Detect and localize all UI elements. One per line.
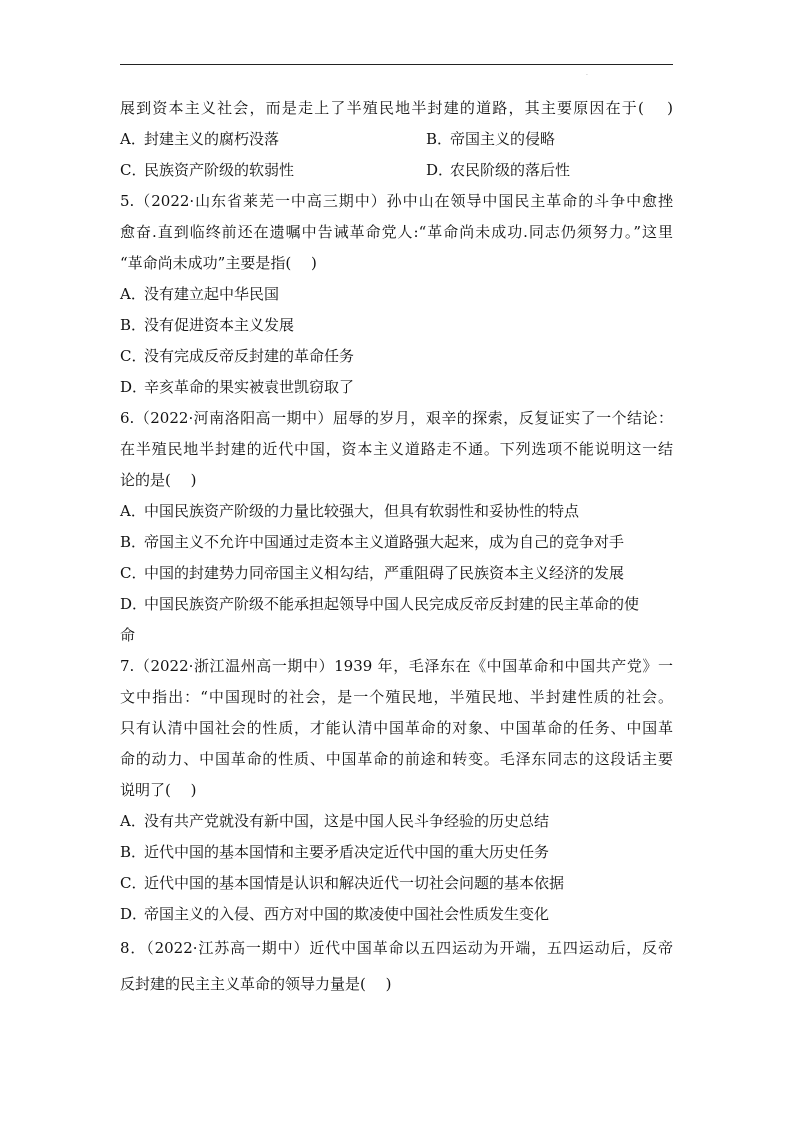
option-a: [120, 496, 673, 527]
option-letter: B．: [120, 533, 147, 551]
option-text: 民族资产阶级的软弱性: [144, 161, 295, 179]
option-b: [120, 310, 673, 341]
option-letter: D．: [120, 378, 148, 396]
option-text: 近代中国的基本国情和主要矛盾决定近代中国的重大历史任务: [144, 843, 550, 861]
option-letter: C．: [120, 564, 147, 582]
option-d: [120, 899, 673, 930]
option-b: [120, 527, 673, 558]
option-c: [120, 155, 426, 186]
option-d: [120, 372, 673, 403]
question-5-stem-line: 愈奋.直到临终前还在遗嘱中告诫革命党人:“革命尚未成功.同志仍须努力。”这里: [120, 223, 673, 241]
option-text: 中国的封建势力同帝国主义相勾结，严重阻碍了民族资本主义经济的发展: [144, 564, 625, 582]
option-text: 帝国主义的侵略: [450, 130, 556, 148]
option-text: 帝国主义的入侵、西方对中国的欺凌使中国社会性质发生变化: [144, 905, 550, 923]
header-rule: [120, 64, 673, 65]
question-6-stem-line: 6.（2022·河南洛阳高一期中）屈辱的岁月，艰辛的探索，反复证实了一个结论：: [120, 409, 673, 427]
option-text: 中国民族资产阶级不能承担起领导中国人民完成反帝反封建的民主革命的使: [144, 595, 640, 613]
option-a: [120, 806, 673, 837]
option-letter: C．: [120, 874, 147, 892]
question-4-options-row-1: [120, 124, 673, 155]
option-text: 辛亥革命的果实被袁世凯窃取了: [144, 378, 355, 396]
question-7-stem-line: 文中指出：“中国现时的社会，是一个殖民地，半殖民地、半封建性质的社会。: [120, 688, 673, 706]
option-letter: B．: [426, 130, 453, 148]
option-text: 封建主义的腐朽没落: [144, 130, 280, 148]
option-b: [426, 124, 555, 155]
document-body: [120, 93, 673, 1002]
option-text: 帝国主义不允许中国通过走资本主义道路强大起来，成为自己的竞争对手: [144, 533, 625, 551]
option-text: 农民阶级的落后性: [450, 161, 571, 179]
option-letter: A．: [120, 502, 146, 520]
question-7-stem-line: 只有认清中国社会的性质，才能认清中国革命的对象、中国革命的任务、中国革: [120, 719, 673, 737]
option-letter: C．: [120, 347, 147, 365]
question-8-stem-line: 8．（2022·江苏高一期中）近代中国革命以五四运动为开端，五四运动后，反帝: [120, 939, 673, 957]
question-7-stem-line: 说明了( ): [120, 781, 197, 799]
header-dot: .: [586, 70, 588, 77]
question-4-options-row-2: [120, 155, 673, 186]
option-text: 没有共产党就没有新中国，这是中国人民斗争经验的历史总结: [144, 812, 550, 830]
option-letter: C．: [120, 161, 147, 179]
option-letter: A．: [120, 812, 146, 830]
question-4-stem-tail: 展到资本主义社会，而是走上了半殖民地半封建的道路，其主要原因在于( ): [120, 99, 673, 117]
option-text: 没有完成反帝反封建的革命任务: [144, 347, 355, 365]
option-text: 中国民族资产阶级的力量比较强大，但具有软弱性和妥协性的特点: [144, 502, 580, 520]
option-letter: A．: [120, 130, 146, 148]
option-c: [120, 558, 673, 589]
option-a: [120, 124, 426, 155]
option-a: [120, 279, 673, 310]
question-8-stem-line: 反封建的民主主义革命的领导力量是( ): [120, 975, 392, 993]
question-5-stem-line: “革命尚未成功”主要是指( ): [120, 254, 317, 272]
option-text: 没有促进资本主义发展: [144, 316, 295, 334]
option-letter: B．: [120, 316, 147, 334]
question-7-stem-line: 命的动力、中国革命的性质、中国革命的前途和转变。毛泽东同志的这段话主要: [120, 750, 673, 768]
question-5-stem-line: 5.（2022·山东省莱芜一中高三期中）孙中山在领导中国民主革命的斗争中愈挫: [120, 192, 673, 210]
option-d: [120, 589, 673, 620]
option-text: 没有建立起中华民国: [144, 285, 280, 303]
option-d-continuation: 命: [120, 626, 136, 644]
option-b: [120, 837, 673, 868]
question-6-stem-line: 在半殖民地半封建的近代中国，资本主义道路走不通。下列选项不能说明这一结: [120, 440, 673, 458]
option-letter: D．: [120, 595, 148, 613]
option-text: 近代中国的基本国情是认识和解决近代一切社会问题的基本依据: [144, 874, 565, 892]
option-c: [120, 868, 673, 899]
option-letter: D．: [120, 905, 148, 923]
question-6-stem-line: 论的是( ): [120, 471, 197, 489]
question-7-stem-line: 7.（2022·浙江温州高一期中）1939 年，毛泽东在《中国革命和中国共产党》一: [120, 657, 673, 675]
option-letter: B．: [120, 843, 147, 861]
option-letter: D．: [426, 161, 454, 179]
option-letter: A．: [120, 285, 146, 303]
option-d: [426, 155, 570, 186]
option-c: [120, 341, 673, 372]
